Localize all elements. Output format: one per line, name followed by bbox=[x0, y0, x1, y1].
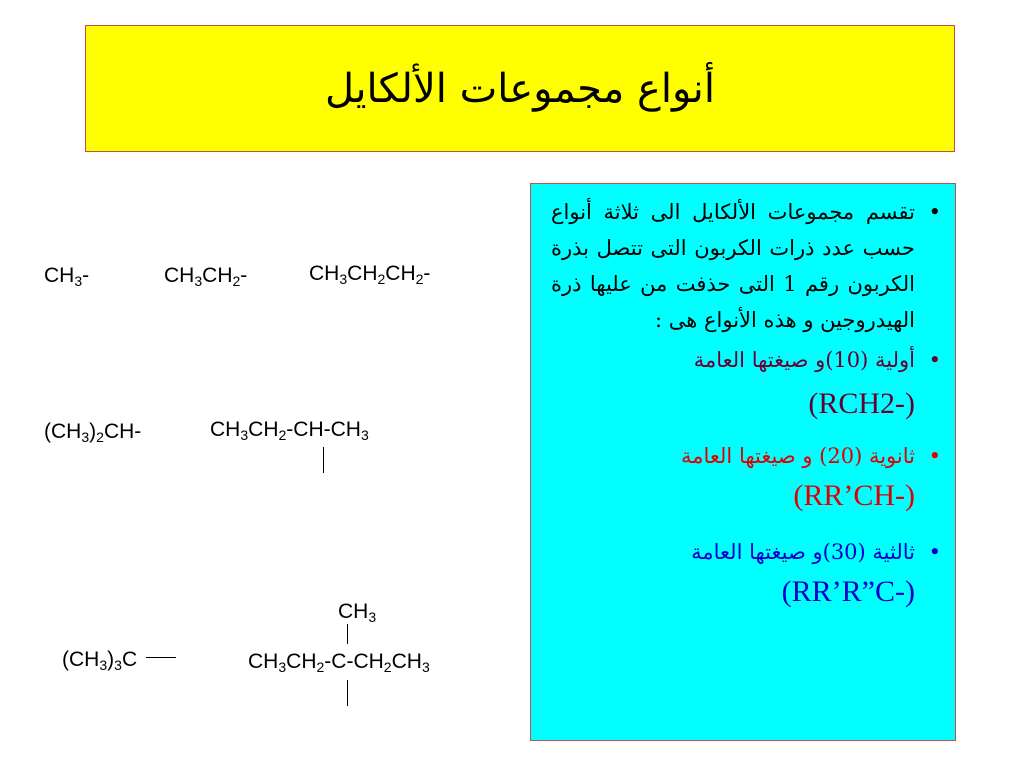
secondary-label: ثانوية (20) و صيغتها العامة bbox=[681, 444, 915, 468]
tertiary-formula: (RR’R”C-) bbox=[781, 575, 915, 608]
bullet-icon: • bbox=[928, 348, 941, 372]
tert-butyl-formula: $(CH_3)_3C$ bbox=[62, 648, 138, 673]
primary-formula: (RCH2-) bbox=[808, 387, 915, 420]
slide-title: أنواع مجموعات الألكايل bbox=[325, 65, 715, 112]
bullet-icon: • bbox=[928, 540, 941, 564]
ethyl-formula: $CH_3CH_2-$ bbox=[164, 264, 248, 289]
propyl-formula: $CH_3CH_2CH_2-$ bbox=[309, 262, 431, 287]
bullet-icon: • bbox=[928, 444, 941, 468]
primary-bullet bbox=[551, 342, 941, 378]
tertiary-bullet bbox=[551, 534, 941, 570]
isopropyl-formula: $(CH_3)_2CH-$ bbox=[44, 420, 142, 445]
secondary-bullet bbox=[551, 438, 941, 474]
bullet-icon: • bbox=[928, 200, 941, 224]
intro-bullet bbox=[551, 194, 941, 338]
tert-pentyl-top-bond bbox=[347, 624, 348, 644]
sec-butyl-bond-line bbox=[323, 447, 324, 473]
info-box bbox=[530, 183, 956, 741]
methyl-formula: $CH_3-$ bbox=[44, 264, 90, 289]
tert-pentyl-formula: $CH_3CH_2-C-CH_2CH_3$ bbox=[248, 650, 430, 675]
tert-butyl-bond-line bbox=[146, 657, 176, 658]
intro-text: تقسم مجموعات الألكايل الى ثلاثة أنواع حسب عدد ذرات الكربون التى تتصل بذرة الكربون رقم 1 التى حذفت من عليها ذرة الهيدروجين و هذه الأنواع هى : bbox=[551, 200, 915, 332]
tert-pentyl-bottom-bond bbox=[347, 680, 348, 706]
sec-butyl-formula: $CH_3CH_2-CH-CH_3$ bbox=[210, 418, 369, 443]
title-box bbox=[85, 25, 955, 152]
tertiary-label: ثالثية (30)و صيغتها العامة bbox=[691, 540, 915, 564]
primary-label: أولية (10)و صيغتها العامة bbox=[693, 348, 915, 372]
tert-pentyl-top-formula: $CH_3$ bbox=[338, 600, 377, 625]
secondary-formula: (RR’CH-) bbox=[793, 479, 915, 512]
